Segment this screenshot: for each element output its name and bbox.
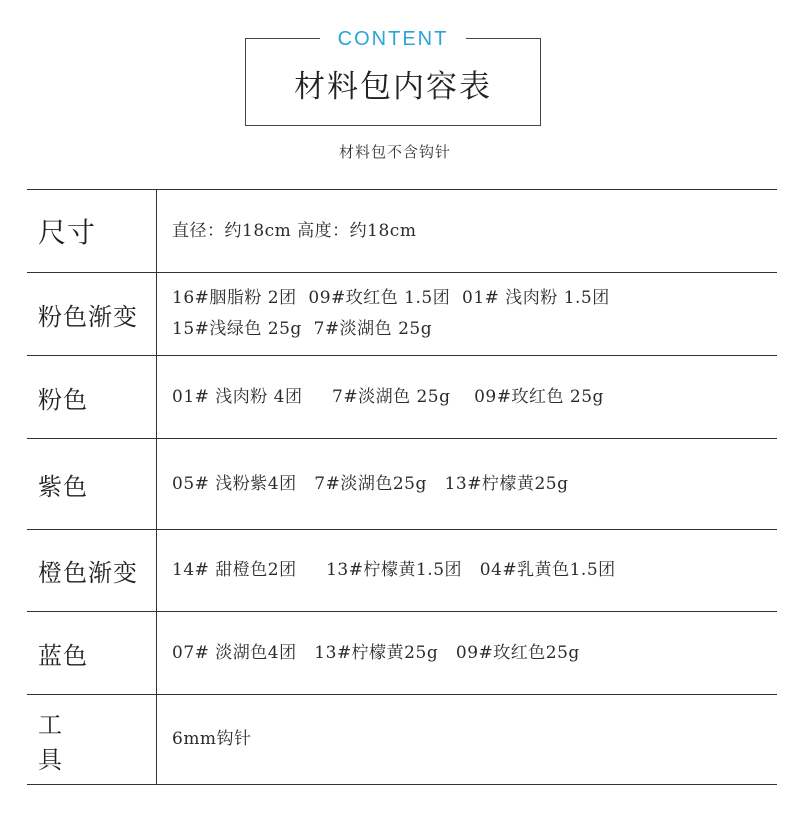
row-value-line: 14# 甜橙色2团 13#柠檬黄1.5团 04#乳黄色1.5团 bbox=[172, 560, 616, 580]
subtitle-note: 材料包不含钩针 bbox=[338, 143, 451, 161]
page-title: 材料包内容表 bbox=[294, 69, 492, 105]
row-value-line: 6mm钩针 bbox=[172, 729, 252, 749]
table-row-purple bbox=[27, 439, 777, 530]
row-value-line: 16#胭脂粉 2团 09#玫红色 1.5团 01# 浅肉粉 1.5团 bbox=[172, 288, 610, 308]
table-row-tools bbox=[27, 695, 777, 785]
row-value bbox=[157, 356, 777, 438]
row-label: 尺寸 bbox=[27, 190, 157, 272]
row-value bbox=[157, 695, 777, 784]
row-label: 粉色渐变 bbox=[27, 273, 157, 355]
row-label: 工具 bbox=[27, 695, 157, 784]
spec-table bbox=[27, 189, 777, 785]
eyebrow-text: CONTENT bbox=[320, 27, 467, 51]
table-row-pink-gradient bbox=[27, 273, 777, 356]
row-value-line: 01# 浅肉粉 4团 7#淡湖色 25g 09#玫红色 25g bbox=[172, 386, 604, 407]
row-label: 蓝色 bbox=[27, 612, 157, 694]
table-row-size bbox=[27, 190, 777, 273]
row-value-line: 07# 淡湖色4团 13#柠檬黄25g 09#玫红色25g bbox=[172, 642, 580, 663]
table-row-pink bbox=[27, 356, 777, 439]
row-value-line: 05# 浅粉紫4团 7#淡湖色25g 13#柠檬黄25g bbox=[172, 473, 569, 494]
row-value bbox=[157, 273, 777, 355]
row-value-line: 直径：约18cm 高度：约18cm bbox=[172, 220, 417, 241]
row-value-line: 15#浅绿色 25g 7#淡湖色 25g bbox=[172, 319, 433, 339]
row-label: 紫色 bbox=[27, 439, 157, 529]
table-row-orange-gradient bbox=[27, 530, 777, 612]
row-value bbox=[157, 439, 777, 529]
table-row-blue bbox=[27, 612, 777, 695]
row-value bbox=[157, 530, 777, 611]
row-value bbox=[157, 190, 777, 272]
title-box bbox=[245, 28, 541, 126]
eyebrow bbox=[246, 27, 540, 51]
row-value bbox=[157, 612, 777, 694]
row-label: 橙色渐变 bbox=[27, 530, 157, 611]
row-label: 粉色 bbox=[27, 356, 157, 438]
